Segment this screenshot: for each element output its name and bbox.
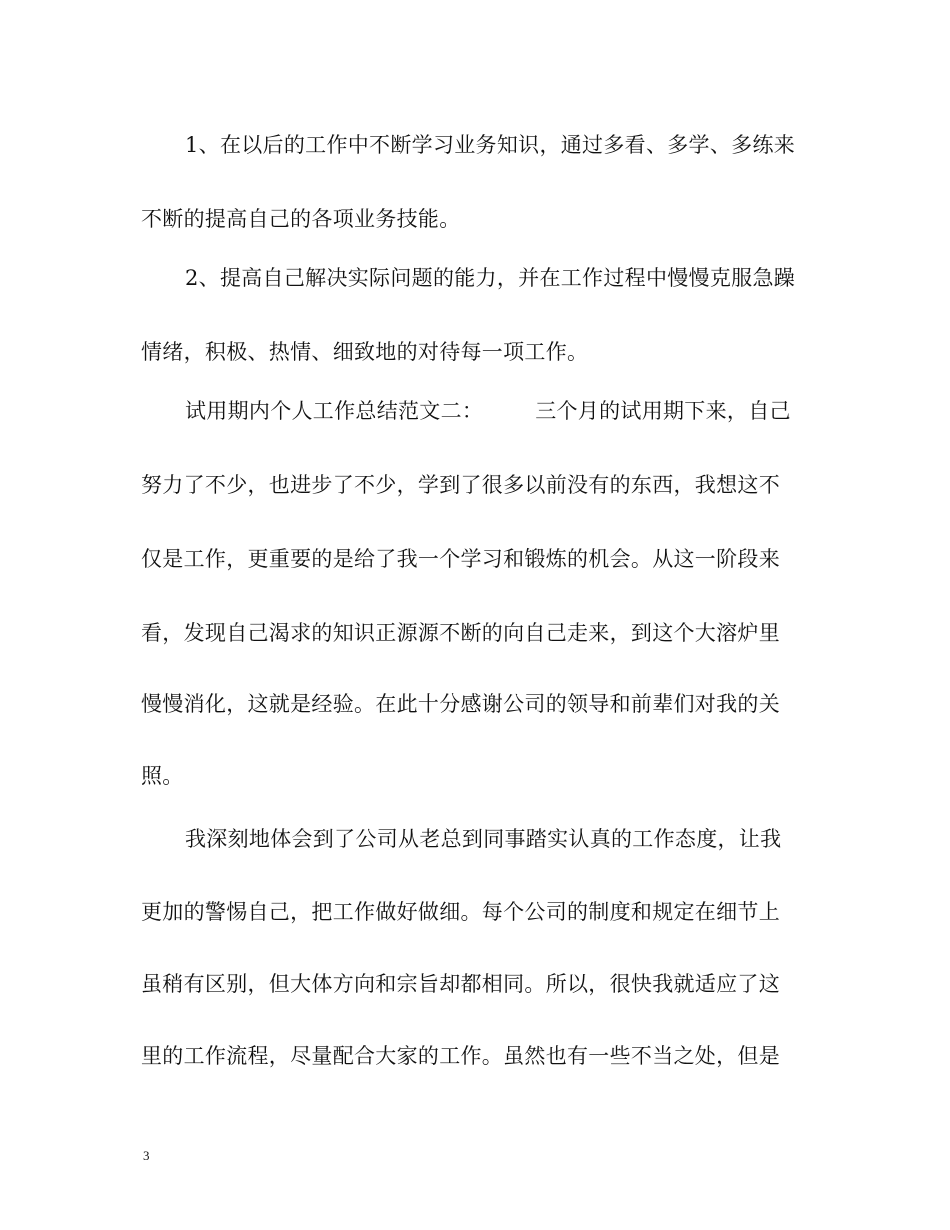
page-number: 3 [143,1148,150,1163]
text-line-10: 照。 [141,764,184,788]
section-heading: 试用期内个人工作总结范文二： [185,399,484,423]
text-line-3: 2、提高自己解决实际问题的能力，并在工作过程中慢慢克服急躁 [185,266,796,290]
text-line-9: 慢慢消化，这就是经验。在此十分感谢公司的领导和前辈们对我的关 [141,692,780,716]
text-line-7: 仅是工作，更重要的是给了我一个学习和锻炼的机会。从这一阶段来 [141,547,780,571]
text-line-12: 更加的警惕自己，把工作做好做细。每个公司的制度和规定在细节上 [141,900,780,924]
text-line-13: 虽稍有区别，但大体方向和宗旨却都相同。所以，很快我就适应了这 [141,972,780,996]
text-line-4: 情绪，积极、热情、细致地的对待每一项工作。 [141,340,589,364]
text-line-11: 我深刻地体会到了公司从老总到同事踏实认真的工作态度，让我 [185,827,782,851]
text-line-5 [185,396,791,426]
text-line-2: 不断的提高自己的各项业务技能。 [141,207,461,231]
text-line-6: 努力了不少，也进步了不少，学到了很多以前没有的东西，我想这不 [141,473,780,497]
text-line-1: 1、在以后的工作中不断学习业务知识，通过多看、多学、多练来 [185,133,796,157]
section-start-text: 三个月的试用期下来，自己 [535,399,791,423]
text-line-8: 看，发现自己渴求的知识正源源不断的向自己走来，到这个大溶炉里 [141,621,780,645]
text-line-14: 里的工作流程，尽量配合大家的工作。虽然也有一些不当之处，但是 [141,1044,780,1068]
